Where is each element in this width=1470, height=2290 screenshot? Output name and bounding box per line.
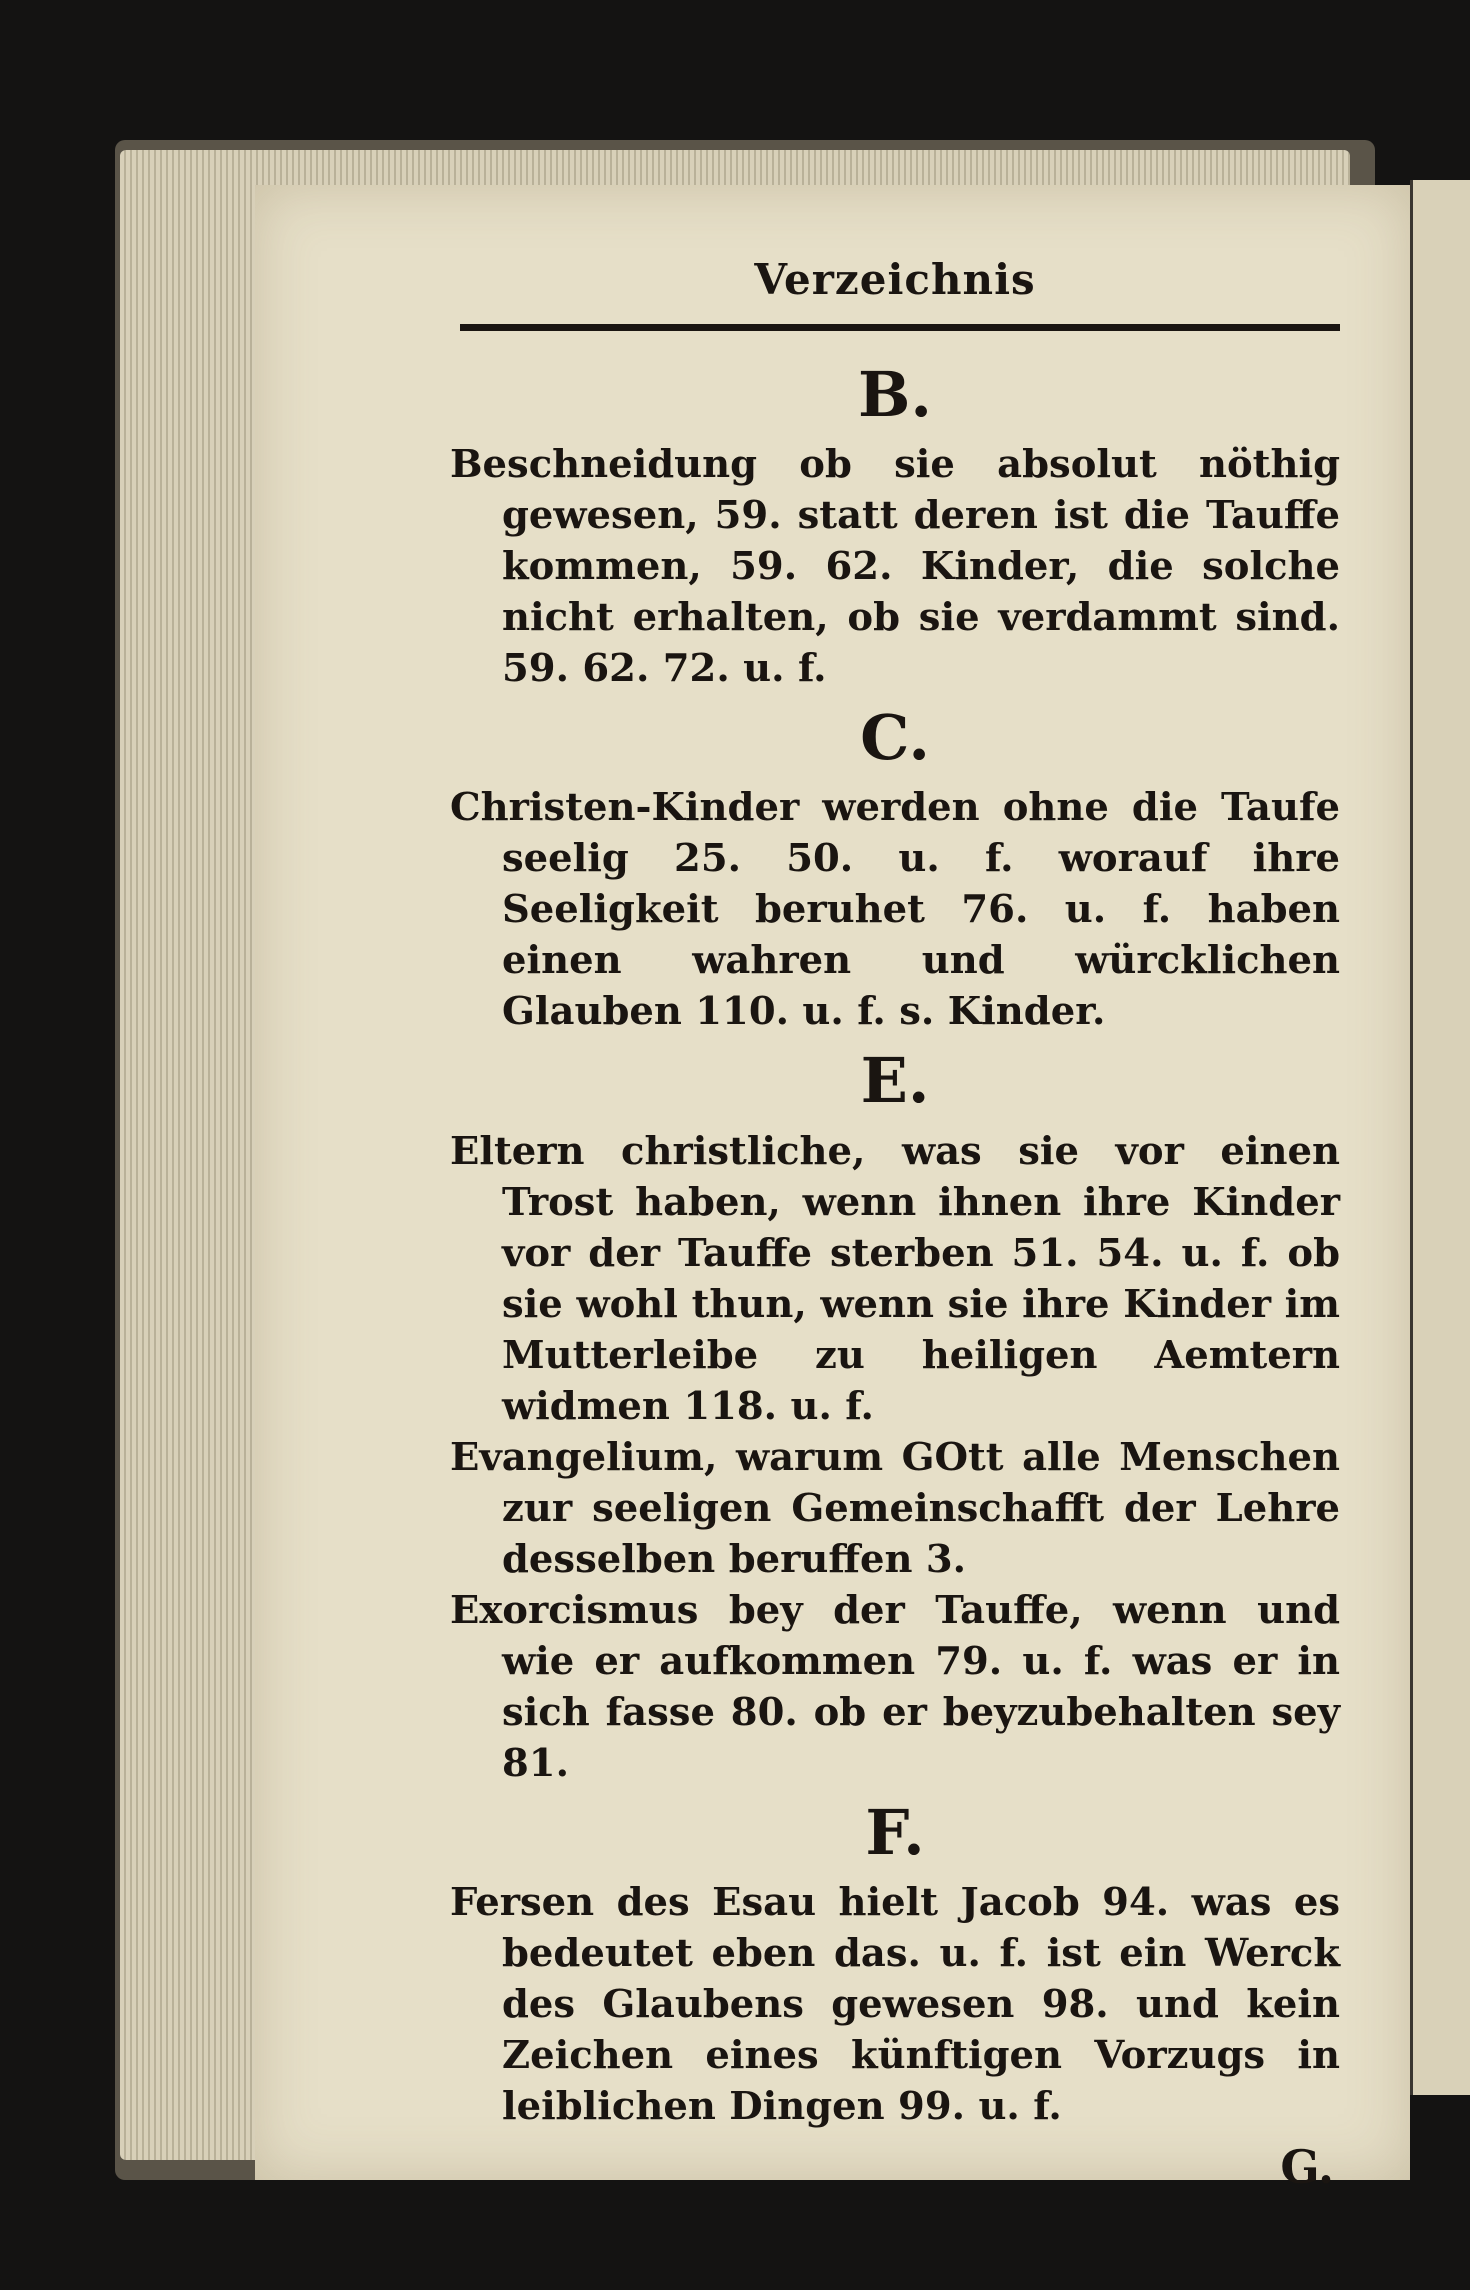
index-entry: Beschneidung ob sie absolut nöthig gewesen, 59. statt deren ist die Tauffe kommen, 59. 62. Kinder, die solche nicht erhalten, ob sie verdammt sind. 59. 62. 72. u. f. bbox=[450, 442, 1340, 692]
index-entry: Fersen des Esau hielt Jacob 94. was es bedeutet eben das. u. f. ist ein Werck des Glaubens gewesen 98. und kein Zeichen eines künftigen Vorzugs in leiblichen Dingen 99. u. f. bbox=[450, 1879, 1340, 2129]
section-e bbox=[450, 1044, 1340, 1788]
index-entry: Evangelium, warum GOtt alle Menschen zur seeligen Gemeinschafft der Lehre desselben beruffen 3. bbox=[450, 1434, 1340, 1582]
index-entry: Exorcismus bey der Tauffe, wenn und wie er aufkommen 79. u. f. was er in sich fasse 80. ob er beyzubehalten sey 81. bbox=[450, 1587, 1340, 1786]
section-letter: F. bbox=[865, 1795, 925, 1869]
running-header: Verzeichnis bbox=[754, 255, 1036, 304]
section-letter: B. bbox=[858, 358, 932, 431]
section-letter: E. bbox=[860, 1044, 930, 1118]
section-c bbox=[450, 701, 1340, 1037]
header-rule bbox=[460, 324, 1340, 331]
page-content bbox=[450, 255, 1340, 2194]
section-letter: C. bbox=[860, 701, 930, 775]
index-entry: Christen-Kinder werden ohne die Taufe seelig 25. 50. u. f. worauf ihre Seeligkeit beruhet 76. u. f. haben einen wahren und würcklichen Glauben 110. u. f. s. Kinder. bbox=[450, 785, 1340, 1035]
index-entry: Eltern christliche, was sie vor einen Trost haben, wenn ihnen ihre Kinder vor der Tauffe sterben 51. 54. u. f. ob sie wohl thun, wenn sie ihre Kinder im Mutterleibe zu heiligen Aemtern widmen 118. u. f. bbox=[450, 1128, 1340, 1429]
catchword: G. bbox=[1280, 2139, 1334, 2194]
section-b bbox=[450, 358, 1340, 694]
facing-page-edge bbox=[1410, 180, 1470, 2095]
section-f bbox=[450, 1795, 1340, 2132]
